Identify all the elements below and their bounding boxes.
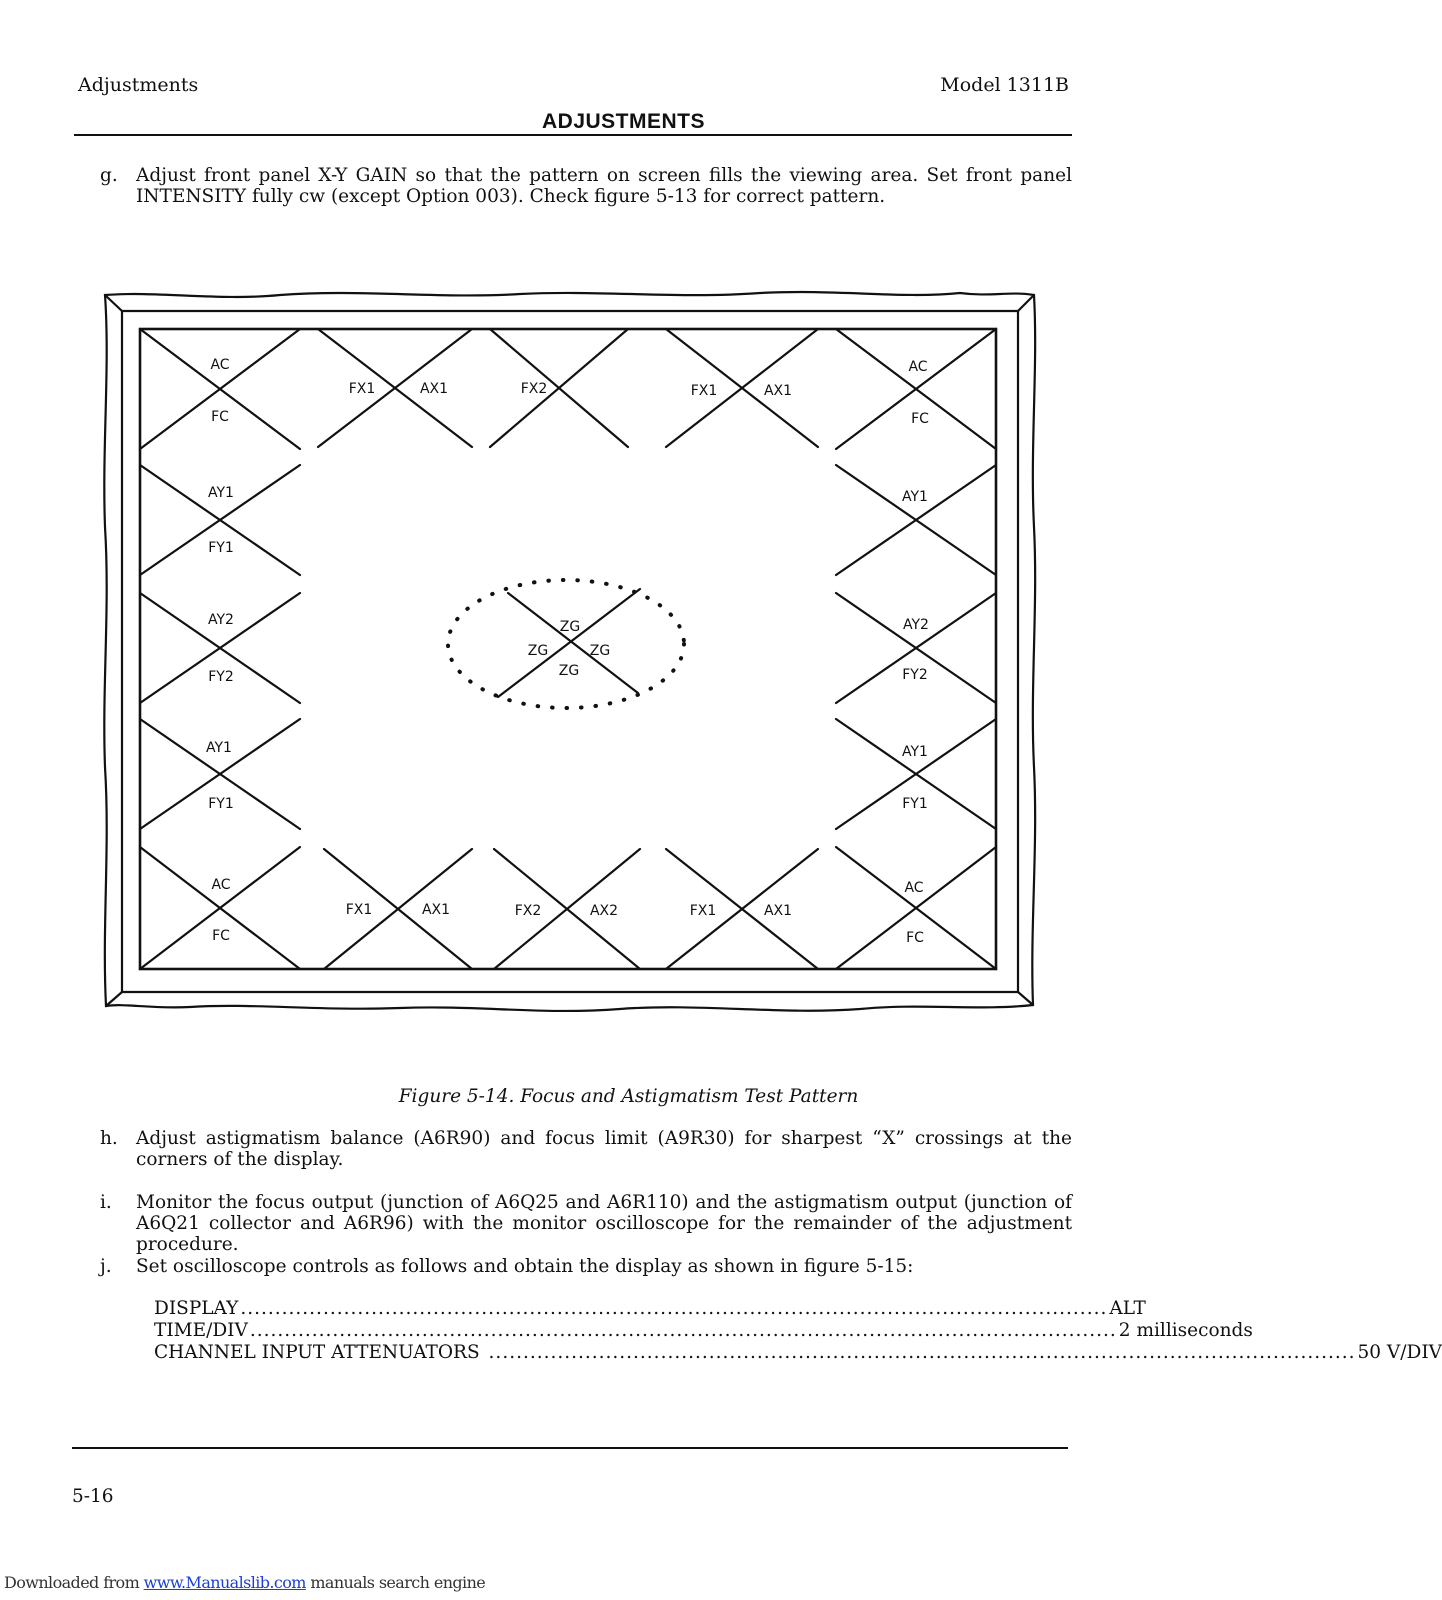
manualslib-link[interactable]: www.Manualslib.com — [143, 1573, 306, 1592]
setting-row — [154, 1342, 1442, 1364]
label-top-fc: FC — [211, 409, 229, 425]
label-left-ay1: AY1 — [208, 485, 234, 501]
label-bottom-ac: AC — [211, 877, 231, 893]
label-top-fx1b: FX1 — [690, 383, 718, 399]
bevel-br — [1018, 992, 1033, 1005]
setting-key: DISPLAY — [154, 1298, 239, 1319]
leader-dots: .............................................................................................................................. — [240, 1298, 1108, 1319]
label-center-zg-top: ZG — [559, 619, 581, 635]
page-number: 5-16 — [72, 1486, 114, 1507]
bevel-tr — [1018, 295, 1034, 311]
download-footer — [4, 1573, 485, 1592]
top-rule — [74, 134, 1072, 136]
setting-key: TIME/DIV — [154, 1320, 248, 1341]
label-top-fx2: FX2 — [520, 381, 548, 397]
label-bottom-ax1: AX1 — [421, 902, 451, 918]
label-top-ac: AC — [210, 357, 230, 373]
step-label: i. — [100, 1192, 112, 1213]
label-left-fy1: FY1 — [208, 540, 234, 556]
label-bottom-ax1b: AX1 — [763, 903, 793, 919]
label-left-fy2: FY2 — [208, 669, 234, 685]
step-text: Adjust astigmatism balance (A6R90) and focus limit (A9R30) for sharpest “X” crossings at the corners of the display. — [136, 1128, 1072, 1170]
step-text: Monitor the focus output (junction of A6Q25 and A6R110) and the astigmatism output (junction of A6Q21 collector and A6R96) with the monitor oscilloscope for the remainder of the adjustment procedure. — [136, 1192, 1072, 1255]
label-bottom-fx1: FX1 — [345, 902, 373, 918]
label-bottom-ax2: AX2 — [589, 903, 619, 919]
label-bottom-ac-right: AC — [904, 880, 924, 896]
label-bottom-fc: FC — [212, 928, 230, 944]
step-j — [100, 1256, 1072, 1277]
setting-value: 2 milliseconds — [1118, 1320, 1253, 1341]
label-right-fy1: FY1 — [902, 796, 928, 812]
label-top-ax1b: AX1 — [763, 383, 793, 399]
label-right-fy2: FY2 — [902, 667, 928, 683]
figure-caption: Figure 5-14. Focus and Astigmatism Test Pattern — [398, 1086, 859, 1107]
label-right-ay1b: AY1 — [902, 744, 928, 760]
setting-row — [154, 1320, 1253, 1342]
label-top-fx1: FX1 — [348, 381, 376, 397]
bevel-tl — [105, 295, 122, 311]
label-right-ay2: AY2 — [903, 617, 929, 633]
label-bottom-fx1b: FX1 — [689, 903, 717, 919]
test-pattern-figure — [100, 287, 1040, 1027]
bezel-outline — [104, 292, 1035, 1011]
center-cross-line — [498, 589, 640, 697]
setting-value: 50 V/DIV — [1357, 1342, 1442, 1363]
step-h — [100, 1128, 1072, 1170]
setting-key: CHANNEL INPUT ATTENUATORS — [154, 1342, 480, 1363]
oscilloscope-settings — [154, 1298, 1442, 1364]
label-top-ax1: AX1 — [419, 381, 449, 397]
step-text: Adjust front panel X-Y GAIN so that the pattern on screen fills the viewing area. Set front panel INTENSITY fully cw (except Option 003). Check figure 5-13 for correct pattern. — [136, 165, 1072, 207]
leader-dots: .............................................................................................................................. — [481, 1342, 1356, 1363]
label-center-zg-bottom: ZG — [558, 663, 580, 679]
setting-value: ALT — [1109, 1298, 1146, 1319]
leader-dots: .............................................................................................................................. — [249, 1320, 1117, 1341]
step-g — [100, 165, 1072, 207]
step-text: Set oscilloscope controls as follows and obtain the display as shown in figure 5-15: — [136, 1256, 914, 1277]
step-label: g. — [100, 165, 118, 186]
setting-row — [154, 1298, 1146, 1320]
header-right: Model 1311B — [940, 74, 1069, 96]
label-center-zg-right: ZG — [589, 643, 611, 659]
label-left-ay2: AY2 — [208, 612, 234, 628]
label-left-fy1b: FY1 — [208, 796, 234, 812]
bevel-bl — [106, 992, 122, 1006]
label-bottom-fx2: FX2 — [514, 903, 542, 919]
step-label: h. — [100, 1128, 118, 1149]
label-right-ay1: AY1 — [902, 489, 928, 505]
label-top-ac-right: AC — [908, 359, 928, 375]
label-center-zg-left: ZG — [527, 643, 549, 659]
section-title: ADJUSTMENTS — [541, 110, 705, 133]
label-bottom-fc-right: FC — [906, 930, 924, 946]
step-label: j. — [100, 1256, 112, 1277]
bottom-rule — [72, 1447, 1068, 1449]
label-top-fc-right: FC — [911, 411, 929, 427]
footer-prefix: Downloaded from — [4, 1573, 144, 1592]
header-left: Adjustments — [78, 74, 199, 96]
label-left-ay1b: AY1 — [206, 740, 232, 756]
step-i — [100, 1192, 1072, 1255]
footer-suffix: manuals search engine — [305, 1573, 486, 1592]
